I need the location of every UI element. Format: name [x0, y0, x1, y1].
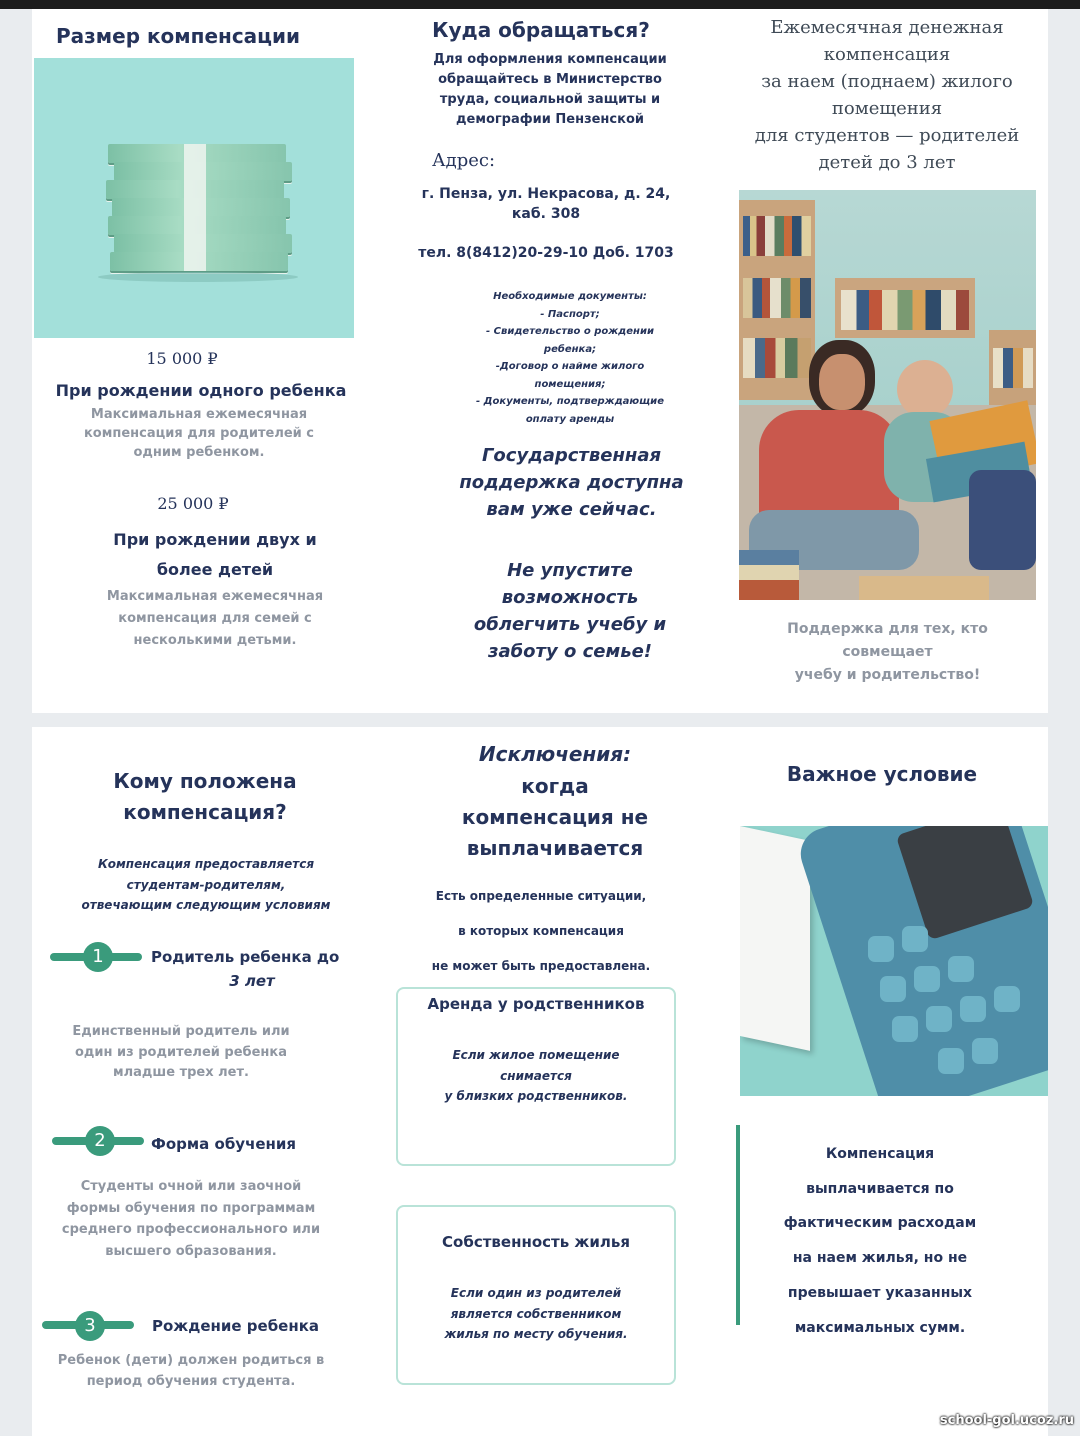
- exceptions-text: Есть определенные ситуации, в которых компенсация не может быть предоставлена.: [431, 889, 651, 973]
- step-1-title-cont: 3 лет: [229, 972, 275, 990]
- where-to-apply-text: Для оформления компенсации обращайтесь в Министерство труда, социальной защиты и демографии Пензенской: [433, 52, 667, 127]
- dont-miss-text: Не упустите возможность облегчить учебу и заботу о семье!: [473, 560, 667, 662]
- who-eligible-title: Кому положена компенсация?: [113, 769, 297, 824]
- slogan-text: Поддержка для тех, кто совмещает учебу и родительство!: [787, 621, 988, 683]
- exception-relatives-text: Если жилое помещение снимается у близких родственников.: [444, 1048, 628, 1103]
- exception-ownership-title: Собственность жилья: [442, 1233, 630, 1251]
- exception-relatives-title: Аренда у родственников: [427, 995, 645, 1013]
- important-condition-text: Компенсация выплачивается по фактическим расходам на наем жилья, но не превышает указанных максимальных сумм.: [783, 1146, 977, 1336]
- compensation-size-title: Размер компенсации: [56, 24, 301, 48]
- step-2-title: Форма обучения: [151, 1135, 297, 1153]
- step-3-desc: Ребенок (дети) должен родиться в период обучения студента.: [57, 1353, 325, 1389]
- step-3-title: Рождение ребенка: [152, 1317, 320, 1335]
- money-stack-image: [34, 58, 354, 338]
- brochure-main-title: Ежемесячная денежная компенсация за наем (поднаем) жилого помещения для студентов — родителей детей до 3 лет: [754, 17, 1020, 173]
- watermark: school-gol.ucoz.ru: [939, 1413, 1074, 1428]
- address-label: Адрес:: [432, 150, 496, 171]
- exception-ownership-text: Если один из родителей является собственником жилья по месту обучения.: [444, 1286, 628, 1341]
- step-1-desc: Единственный родитель или один из родителей ребенка младше трех лет.: [72, 1024, 290, 1080]
- step-1-title: Родитель ребенка до: [151, 948, 340, 966]
- one-child-title: При рождении одного ребенка: [55, 381, 347, 400]
- one-child-desc: Максимальная ежемесячная компенсация для родителей с одним ребенком.: [83, 407, 315, 460]
- where-to-apply-title: Куда обращаться?: [432, 18, 650, 42]
- step-2-desc: Студенты очной или заочной формы обучения по программам среднего профессионального или высшего образования.: [61, 1179, 321, 1259]
- step-3-number: 3: [75, 1311, 105, 1341]
- phone-number: тел. 8(8412)20-29-10 Доб. 1703: [418, 245, 674, 261]
- top-bar: [0, 0, 1080, 9]
- important-condition-title: Важное условие: [786, 762, 978, 786]
- exceptions-title: Исключения:: [478, 742, 632, 766]
- multiple-children-desc: Максимальная ежемесячная компенсация для семей с несколькими детьми.: [106, 589, 324, 648]
- calculator-image: [740, 826, 1048, 1096]
- exception-ownership-box: [396, 1205, 676, 1385]
- exception-relatives-box: [396, 987, 676, 1166]
- exceptions-subtitle: когда компенсация не выплачивается: [461, 774, 649, 860]
- multiple-children-title: При рождении двух и более детей: [113, 530, 317, 579]
- required-documents: Необходимые документы: - Паспорт; - Свидетельство о рождении ребенка; -Договор о найме жилого помещения; - Документы, подтверждающие оплату аренды: [476, 291, 664, 425]
- step-2-number: 2: [85, 1126, 115, 1156]
- amount-multiple-children: 25 000 ₽: [157, 494, 229, 513]
- who-eligible-text: Компенсация предоставляется студентам-родителям, отвечающим следующим условиям: [81, 857, 331, 912]
- step-1-number: 1: [83, 942, 113, 972]
- family-photo: [739, 190, 1036, 600]
- support-available-text: Государственная поддержка доступна вам уже сейчас.: [459, 445, 684, 520]
- amount-one-child: 15 000 ₽: [146, 349, 218, 368]
- address-text: г. Пенза, ул. Некрасова, д. 24, каб. 308: [421, 186, 671, 222]
